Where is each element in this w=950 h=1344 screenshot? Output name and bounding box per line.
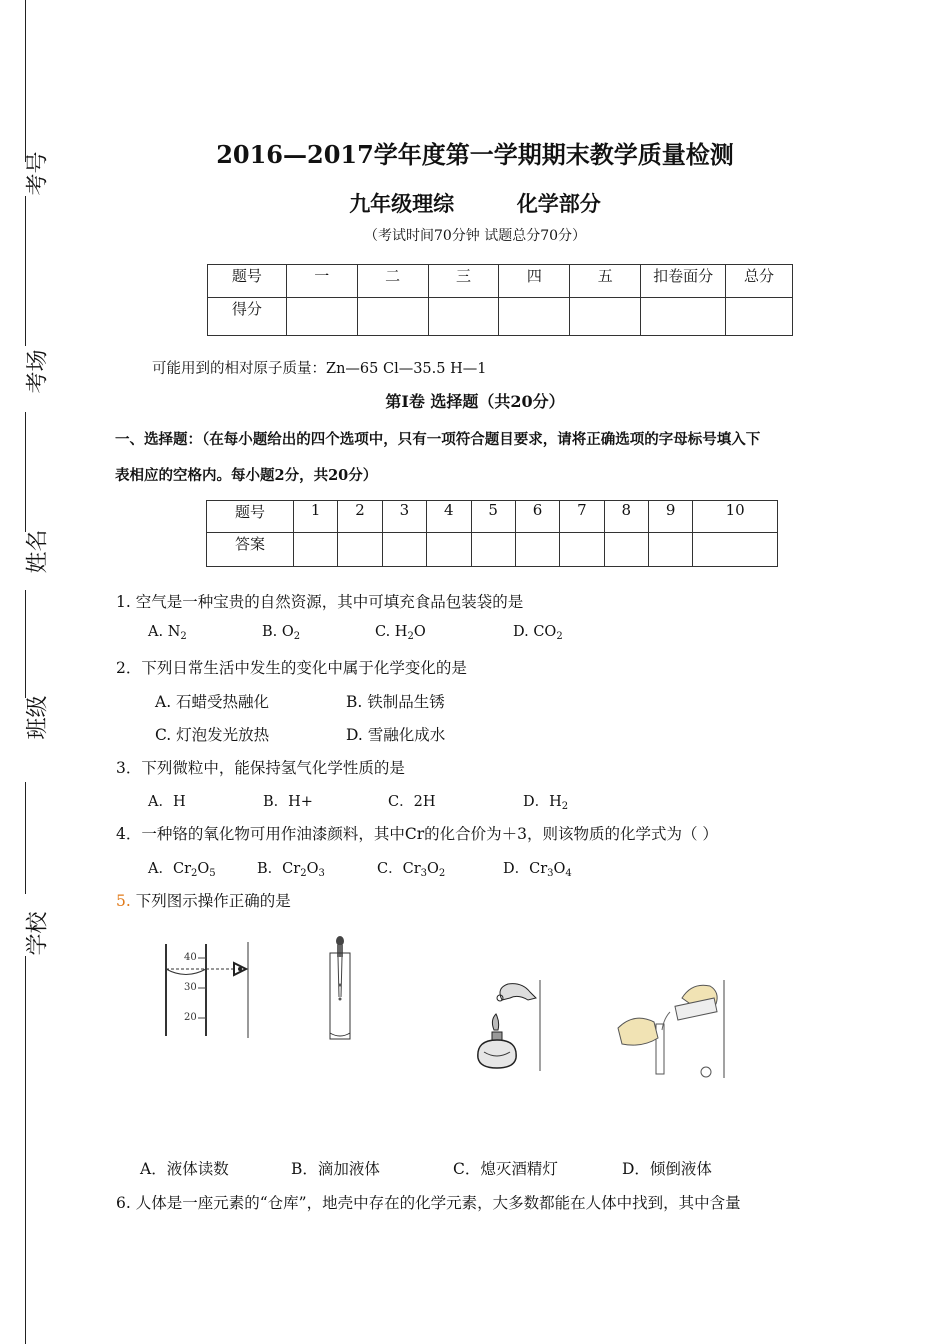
figure-pouring-liquid [612, 978, 727, 1080]
question-4-option-b: B．$Cr_2O_3$ [257, 861, 325, 879]
score-cell[interactable] [570, 298, 641, 336]
exam-subtitle [0, 188, 950, 218]
cylinder-tick-40: 40 [184, 952, 197, 963]
question-5-option-d: D．倾倒液体 [622, 1160, 712, 1178]
question-3-stem: 3．下列微粒中，能保持氢气化学性质的是 [116, 759, 405, 777]
question-4-option-c: C．$Cr_3O_2$ [377, 861, 446, 879]
cylinder-tick-30: 30 [184, 982, 197, 993]
question-2-option-b: B. 铁制品生锈 [346, 693, 445, 711]
score-header-cell: 三 [428, 265, 499, 298]
atomic-mass-note: 可能用到的相对原子质量：Zn—65 Cl—35.5 H—1 [152, 361, 487, 377]
score-cell[interactable] [499, 298, 570, 336]
answer-cell[interactable] [649, 533, 693, 567]
question-1-stem: 1. 空气是一种宝贵的自然资源，其中可填充食品包装袋的是 [116, 593, 524, 611]
question-3-option-a: A．H [148, 794, 186, 810]
question-4-option-d: D．$Cr_3O_4$ [503, 861, 572, 879]
margin-label-exam-number: 考号 [25, 151, 51, 196]
score-header-cell: 总分 [726, 265, 793, 298]
answer-number: 7 [560, 501, 604, 533]
question-5-stem: 5. 下列图示操作正确的是 [116, 892, 291, 910]
answer-number: 8 [604, 501, 648, 533]
score-header-cell: 四 [499, 265, 570, 298]
question-2-option-c: C. 灯泡发光放热 [155, 726, 270, 744]
section1-title: 第Ⅰ卷 选择题（共20分） [385, 392, 565, 411]
margin-line-5 [25, 782, 26, 894]
question-5-option-b: B．滴加液体 [291, 1160, 380, 1178]
answer-cell[interactable] [471, 533, 515, 567]
answer-cell[interactable] [294, 533, 338, 567]
question-5-number: 5. [116, 892, 131, 910]
answer-cell[interactable] [604, 533, 648, 567]
score-row-label: 得分 [208, 298, 287, 336]
score-header-cell: 一 [286, 265, 357, 298]
question-5-option-c: C．熄灭酒精灯 [453, 1160, 558, 1178]
answer-cell[interactable] [515, 533, 559, 567]
answer-number: 10 [693, 501, 778, 533]
score-cell[interactable] [286, 298, 357, 336]
exam-info: （考试时间70分钟 试题总分70分） [363, 228, 587, 244]
question-6-stem: 6. 人体是一座元素的“仓库”，地壳中存在的化学元素，大多数都能在人体中找到，其中含量 [116, 1194, 741, 1212]
question-2-option-d: D. 雪融化成水 [346, 726, 446, 744]
margin-line-4 [25, 590, 26, 698]
cylinder-tick-20: 20 [184, 1012, 197, 1023]
answer-number: 4 [427, 501, 471, 533]
figure-dropper [320, 935, 360, 1045]
answer-cell[interactable] [382, 533, 426, 567]
answer-cell[interactable] [693, 533, 778, 567]
question-1-option-c: C. $H_2O$ [375, 624, 426, 642]
score-header-cell: 五 [570, 265, 641, 298]
question-5-option-a: A．液体读数 [140, 1160, 229, 1178]
question-3-option-c: C．2H [388, 794, 436, 810]
score-header-cell: 题号 [208, 265, 287, 298]
margin-label-exam-room: 考场 [25, 349, 51, 394]
exam-title: 2016—2017学年度第一学期期末教学质量检测 [216, 140, 734, 169]
question-1-option-d: D. $CO_2$ [513, 624, 563, 642]
question-3-option-b: B．H+ [263, 794, 313, 810]
answer-number: 3 [382, 501, 426, 533]
figure-alcohol-lamp [470, 978, 545, 1073]
subtitle-grade: 九年级理综 [349, 191, 455, 216]
answer-number: 9 [649, 501, 693, 533]
margin-line-6 [25, 956, 26, 1344]
score-table [207, 264, 793, 336]
score-header-cell: 扣卷面分 [641, 265, 726, 298]
answer-row-label: 题号 [207, 501, 294, 533]
score-header-cell: 二 [357, 265, 428, 298]
score-cell[interactable] [641, 298, 726, 336]
score-cell[interactable] [726, 298, 793, 336]
section1-instruction-1: 一、选择题：（在每小题给出的四个选项中，只有一项符合题目要求，请将正确选项的字母标号填入下 [115, 431, 761, 448]
answer-row-label: 答案 [207, 533, 294, 567]
margin-label-name: 姓名 [25, 529, 51, 574]
answer-cell[interactable] [338, 533, 382, 567]
subtitle-part: 化学部分 [516, 191, 601, 216]
question-4-stem: 4．一种铬的氧化物可用作油漆颜料，其中Cr的化合价为＋3，则该物质的化学式为（ ） [116, 825, 718, 843]
answer-table [206, 500, 778, 567]
figure-liquid-reading [160, 940, 255, 1040]
question-4-option-a: A．$Cr_2O_5$ [148, 861, 216, 879]
margin-line-3 [25, 412, 26, 532]
question-2-stem: 2．下列日常生活中发生的变化中属于化学变化的是 [116, 659, 467, 677]
margin-label-class: 班级 [25, 695, 51, 740]
score-cell[interactable] [428, 298, 499, 336]
margin-line-2 [25, 196, 26, 346]
answer-number: 5 [471, 501, 515, 533]
question-3-option-d: D．$H_2$ [523, 794, 569, 812]
question-1-option-b: B. $O_2$ [262, 624, 301, 642]
question-1-option-a: A. $N_2$ [148, 624, 187, 642]
margin-label-school: 学校 [25, 911, 51, 956]
answer-number: 1 [294, 501, 338, 533]
section1-instruction-2: 表相应的空格内。每小题2分，共20分） [115, 467, 378, 484]
score-cell[interactable] [357, 298, 428, 336]
answer-cell[interactable] [427, 533, 471, 567]
answer-cell[interactable] [560, 533, 604, 567]
answer-number: 2 [338, 501, 382, 533]
question-2-option-a: A. 石蜡受热融化 [155, 693, 270, 711]
answer-number: 6 [515, 501, 559, 533]
